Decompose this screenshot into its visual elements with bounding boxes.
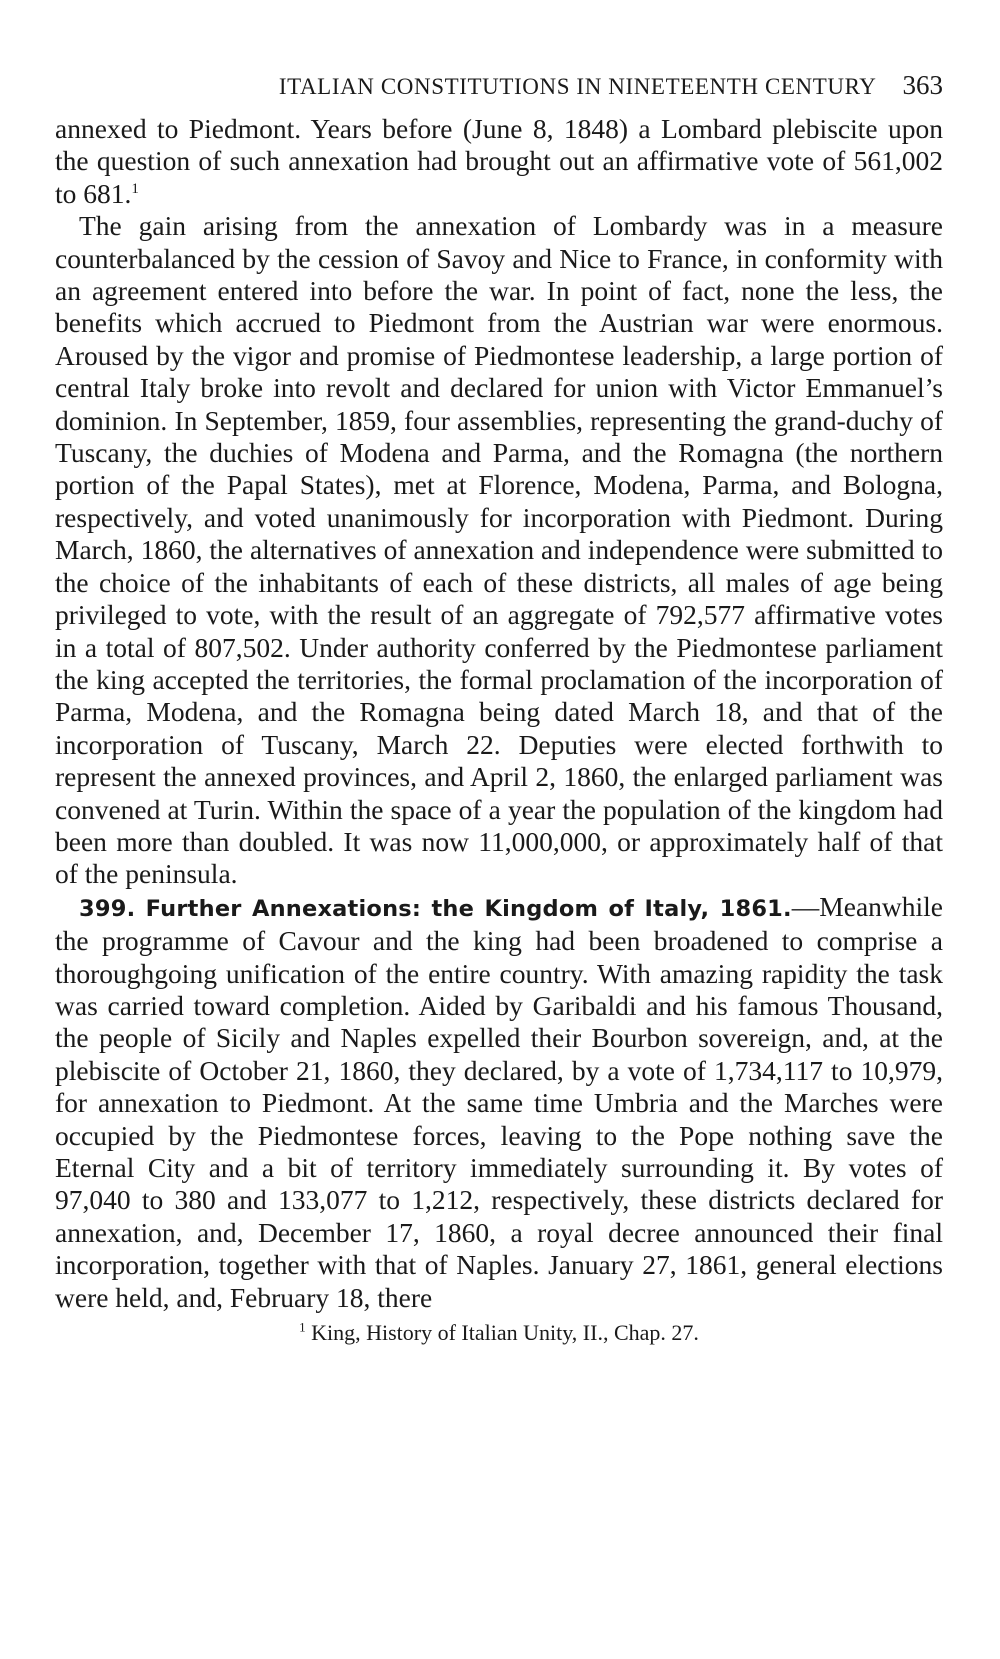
footnote-text: King, History of Italian Unity, II., Chap. 27. xyxy=(311,1320,699,1346)
running-head xyxy=(55,70,943,101)
paragraph-1 xyxy=(55,113,943,210)
paragraph-3-text: —Meanwhile the programme of Cavour and the king had been broadened to comprise a thoroughgoing unification of the entire country. With amazing rapidity the task was carried toward completion. Aided by Garibaldi and his famous Thousand, the people of Sicily and Naples expelled their Bourbon sovereign, and, at the plebiscite of October 21, 1860, they declared, by a vote of 1,734,117 to 10,979, for annexation to Piedmont. At the same time Umbria and the Marches were occupied by the Piedmontese forces, leaving to the Pope nothing save the Eternal City and a bit of territory immediately surrounding it. By votes of 97,040 to 380 and 133,077 to 1,212, respectively, these districts declared for annexation, and, December 17, 1860, a royal decree announced their final incorporation, together with that of Naples. January 27, 1861, general elections were held, and, February 18, there xyxy=(55,890,943,1313)
running-head-title: ITALIAN CONSTITUTIONS IN NINETEENTH CENTURY xyxy=(278,74,877,99)
book-page xyxy=(55,70,943,1346)
footnote xyxy=(55,1320,943,1346)
page-number: 363 xyxy=(902,70,943,100)
footnote-marker: 1 xyxy=(299,1319,306,1335)
paragraph-2: The gain arising from the annexation of Lombardy was in a measure counterbalanced by the cession of Savoy and Nice to France, in conformity with an agreement entered into before the war. In point of fact, none the less, the benefits which accrued to Piedmont from the Austrian war were enormous. Aroused by the vigor and promise of Piedmontese leadership, a large portion of central Italy broke into revolt and declared for union with Victor Emmanuel’s dominion. In September, 1859, four assemblies, representing the grand-duchy of Tuscany, the duchies of Modena and Parma, and the Romagna (the northern portion of the Papal States), met at Florence, Modena, Parma, and Bologna, respectively, and voted unanimously for incorporation with Piedmont. During March, 1860, the alternatives of annexation and independence were submitted to the choice of the inhabitants of each of these districts, all males of age being privileged to vote, with the result of an aggregate of 792,577 affirmative votes in a total of 807,502. Under authority conferred by the Piedmontese parliament the king accepted the territories, the formal proclamation of the incorporation of Parma, Modena, and the Romagna being dated March 18, and that of the incorporation of Tuscany, March 22. Deputies were elected forthwith to represent the annexed provinces, and April 2, 1860, the enlarged parliament was convened at Turin. Within the space of a year the population of the kingdom had been more than doubled. It was now 11,000,000, or approximately half of that of the peninsula. xyxy=(55,210,943,890)
paragraph-1-text: annexed to Piedmont. Years before (June 8, 1848) a Lombard plebiscite upon the question of such annexation had brought out an affirmative vote of 561,002 to 681. xyxy=(55,113,943,209)
body-text xyxy=(55,113,943,1314)
footnote-reference: 1 xyxy=(131,180,139,197)
section-heading: 399. Further Annexations: the Kingdom of Italy, 1861. xyxy=(79,895,792,922)
paragraph-3 xyxy=(55,891,943,1314)
